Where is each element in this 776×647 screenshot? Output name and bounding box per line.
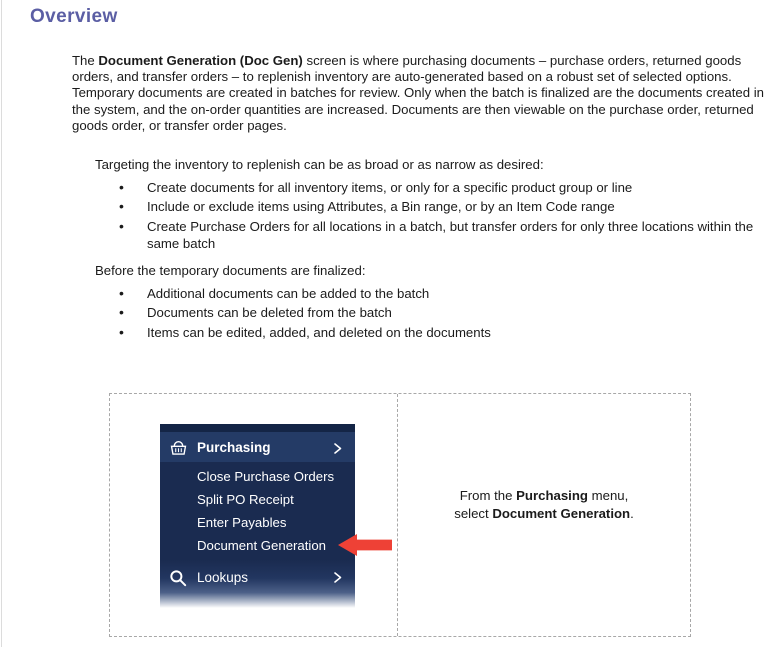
page-title: Overview — [30, 6, 118, 27]
purchasing-submenu — [160, 462, 355, 560]
menu-item-purchasing — [160, 432, 355, 462]
caption-text: From the — [459, 488, 517, 503]
menu-item-lookups — [160, 560, 355, 608]
menu-item-label: Purchasing — [197, 439, 271, 455]
targeting-bullet-list — [95, 179, 765, 252]
purchasing-menu-screenshot — [160, 424, 355, 608]
list-item: • Documents can be deleted from the batch — [95, 304, 765, 321]
targeting-section — [95, 157, 765, 254]
menu-item-label: Lookups — [197, 570, 249, 585]
intro-bold-doc-gen: Document Generation (Doc Gen) — [98, 53, 303, 68]
caption-text: select — [454, 506, 493, 521]
before-finalized-section — [95, 263, 765, 343]
list-item: • Items can be edited, added, and deleted on the documents — [95, 324, 765, 341]
menu-top-sliver — [160, 424, 355, 432]
menu-item-enter-payables: Enter Payables — [197, 515, 287, 530]
chevron-right-icon — [332, 442, 343, 455]
caption-bold-document-generation: Document Generation — [492, 506, 631, 521]
before-bullet-list — [95, 285, 765, 341]
intro-text-rest: screen is where purchasing documents – purchase orders, returned goods orders, and transfer orders – to replenish inventory are auto-generated based on a robust set of selected options. Temporary documents are created in batches for review. Only when the batch is finalized are the documents created in the system, and the on-order quantities are increased. Documents are then viewable on the purchase order, returned goods order, or transfer order pages. — [72, 53, 764, 133]
list-item: • Create Purchase Orders for all locations in a batch, but transfer orders for only three locations within the same batch — [95, 218, 765, 252]
red-arrow-left-icon — [336, 531, 394, 559]
intro-paragraph — [72, 53, 776, 134]
list-item: • Additional documents can be added to the batch — [95, 285, 765, 302]
intro-text-prefix: The — [72, 53, 99, 68]
caption-text: menu, — [587, 488, 629, 503]
targeting-intro: Targeting the inventory to replenish can be as broad or as narrow as desired: — [95, 157, 544, 172]
caption-text: . — [630, 506, 634, 521]
menu-item-split-po-receipt: Split PO Receipt — [197, 492, 294, 507]
basket-icon — [169, 439, 188, 456]
before-intro: Before the temporary documents are finalized: — [95, 263, 366, 278]
list-item: • Include or exclude items using Attributes, a Bin range, or by an Item Code range — [95, 198, 765, 215]
chevron-right-icon — [332, 571, 343, 584]
menu-item-document-generation: Document Generation — [197, 538, 327, 553]
list-item: • Create documents for all inventory items, or only for a specific product group or line — [95, 179, 765, 196]
caption-bold-purchasing: Purchasing — [516, 488, 588, 503]
search-icon — [169, 569, 187, 587]
menu-item-close-purchase-orders: Close Purchase Orders — [197, 469, 335, 484]
page-left-edge — [1, 0, 2, 647]
figure-caption — [397, 487, 691, 523]
